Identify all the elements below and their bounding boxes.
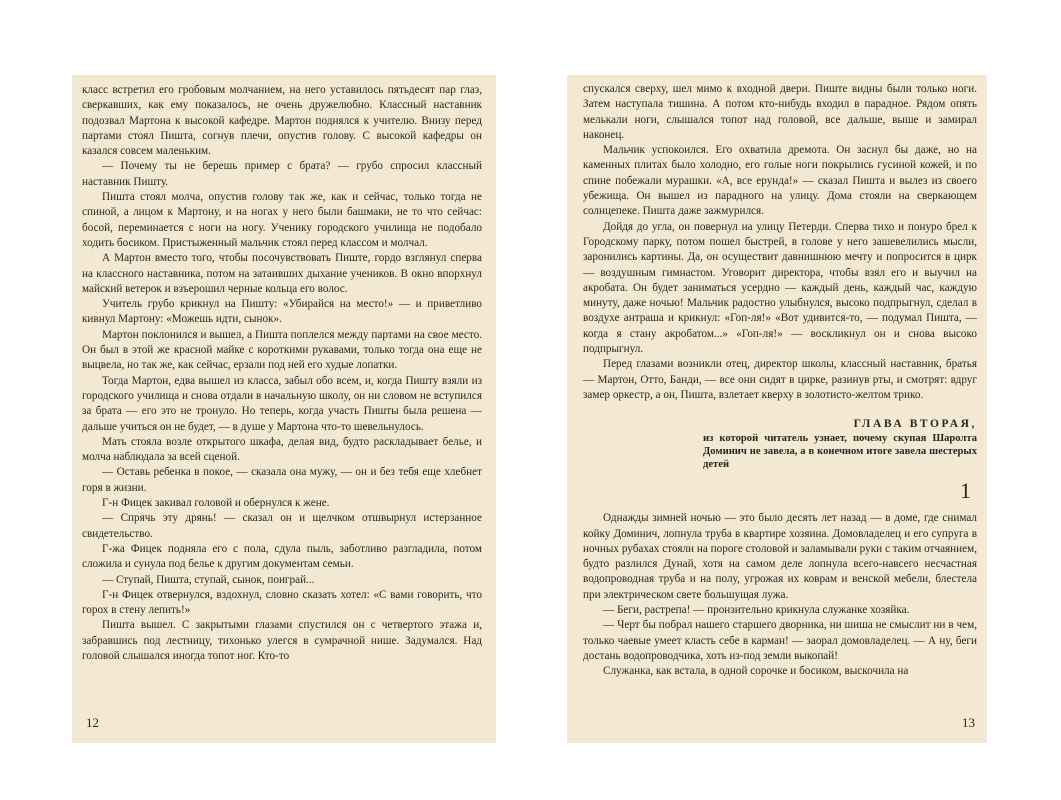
- paragraph: Мать стояла возле открытого шкафа, делая вид, будто раскладывает белье, и молча наблюдала за всей сценой.: [82, 435, 482, 464]
- paragraph: Г-н Фицек закивал головой и обернулся к жене.: [102, 497, 330, 510]
- left-page: [72, 75, 496, 743]
- right-page-text: [583, 82, 977, 680]
- paragraph: Г-жа Фицек подняла его с пола, сдула пыль, заботливо разгладила, потом сложила и сунула под белье к другим документам семьи.: [82, 542, 482, 571]
- paragraph: Мартон поклонился и вышел, а Пишта поплелся между партами на свое место. Он был в этой же красной майке с короткими рукавами, только тогда она еще не выцвела, но так же, как сейчас, ерзали под ней его худые лопатки.: [82, 328, 482, 372]
- paragraph: Пишта вышел. С закрытыми глазами спустился он с четвертого этажа и, забравшись под лестницу, тихонько улегся в сумрачной нише. Задумался. Над головой слышался иногда топот ног. Кто-то: [82, 619, 482, 662]
- paragraph: Служанка, как встала, в одной сорочке и босиком, выскочила на: [603, 665, 909, 678]
- left-page-text: [82, 83, 482, 664]
- paragraph: Пишта стоял молча, опустив голову так же, как и сейчас, только тогда не спиной, а лицом к Мартону, и на ногах у него были башмаки, не то что сейчас: босой, переминается с ноги на ногу. Ученику городского училища не подобало ходить босиком. Пристыженный мальчик стоял перед классом и молчал.: [82, 191, 482, 249]
- paragraph: Г-н Фицек отвернулся, вздохнул, словно сказать хотел: «С вами говорить, что горох в стену лепить!»: [82, 588, 482, 617]
- paragraph: Дойдя до угла, он повернул на улицу Петерди. Сперва тихо и понуро брел к Городскому парку, потом пошел быстрей, в голове у него зашевелились мысли, заронились картины. Да, он осуществит давнишнюю мечту и попросится в цирк — воздушным гимнастом. Уговорит директора, чтобы взял его и выучил на акробата. Он будет заниматься усердно — каждый день, каждый час, каждую минуту, даже ночью! Мальчик радостно улыбнулся, высоко подпрыгнул, сделал в воздухе антраша и крикнул: «Гоп-ля!» «Вот удивится-то, — подумал Пишта, — когда я стану акробатом...» «Гоп-ля!» — воскликнул он и снова высоко подпрыгнул.: [583, 220, 977, 356]
- paragraph: — Беги, растрепа! — пронзительно крикнула служанке хозяйка.: [603, 604, 910, 617]
- paragraph: — Почему ты не берешь пример с брата? — грубо спросил классный наставник Пишту.: [82, 160, 482, 188]
- right-page: [567, 75, 987, 743]
- section-number: 1: [960, 478, 971, 504]
- chapter-title: ГЛАВА ВТОРАЯ,: [853, 418, 977, 431]
- paragraph: Учитель грубо крикнул на Пишту: «Убирайся на место!» — и приветливо кивнул Мартону: «Можешь идти, сынок».: [82, 298, 482, 326]
- paragraph: А Мартон вместо того, чтобы посочувствовать Пиште, гордо взглянул сперва на классного наставника, потом на затаивших дыхание учеников. В окно впорхнул майский ветерок и взъерошил черные кольца его волос.: [82, 252, 482, 295]
- paragraph: Перед глазами возникли отец, директор школы, классный наставник, братья — Мартон, Отто, Банди, — все они сидят в цирке, разинув рты, и смотрят: вдруг замер оркестр, а он, Пишта, взлетает кверху в золотисто-желтом трико.: [583, 358, 977, 401]
- chapter-subtitle: из которой читатель узнает, почему скупая Шаролта Доминич не завела, а в конечном итоге завела шестерых детей: [703, 433, 977, 471]
- paragraph: — Спрячь эту дрянь! — сказал он и щелчком отшвырнул истерзанное свидетельство.: [82, 512, 482, 540]
- page-number: 12: [86, 715, 99, 730]
- paragraph: класс встретил его гробовым молчанием, на него уставилось пятьдесят пар глаз, сверкавших, как ему показалось, не очень дружелюбно. Классный наставник подозвал Мартона к высокой кафедре. Мартон поднялся к учителю. Внизу перед партами стоял Пишта, согнув плечи, опустив голову. С высокой кафедры он казался совсем маленьким.: [82, 84, 482, 158]
- page-number: 13: [962, 715, 975, 730]
- paragraph: Однажды зимней ночью — это было десять лет назад — в доме, где снимал койку Доминич, лопнула труба в квартире хозяина. Домовладелец и его супруга в ночных рубахах стояли на пороге столовой и заламывали руки с таким отчаянием, будто разлился Дунай, хотя на самом деле лопнула всего-навсего несчастная водопроводная труба и на полу, угрожая их коврам и венской мебели, блестела при электрическом свете большущая лужа.: [583, 512, 977, 601]
- paragraph: — Черт бы побрал нашего старшего дворника, ни шиша не смыслит ни в чем, только чаевые умеет класть себе в карман! — заорал домовладелец. — А ну, беги достань водопроводчика, хоть из-под земли выкопай!: [583, 619, 977, 662]
- paragraph: спускался сверху, шел мимо к входной двери. Пиште видны были только ноги. Затем наступала тишина. А потом кто-нибудь входил в парадное. Рядом опять мелькали ноги, слышался топот над головой, все дальше, выше и замирал наконец.: [583, 83, 977, 141]
- paragraph: Мальчик успокоился. Его охватила дремота. Он заснул бы даже, но на каменных плитах было холодно, его голые ноги покрылись гусиной кожей, и по спине побежали мурашки. «А, все ерунда!» — сказал Пишта и вылез из своего убежища. Он вышел из парадного на улицу. Дома стояли на сверкающем солнцепеке. Пишта даже зажмурился.: [583, 144, 977, 218]
- paragraph: — Оставь ребенка в покое, — сказала она мужу, — он и без тебя еще хлебнет горя в жизни.: [82, 466, 482, 494]
- paragraph: — Ступай, Пишта, ступай, сынок, поиграй...: [102, 573, 315, 586]
- paragraph: Тогда Мартон, едва вышел из класса, забыл обо всем, и, когда Пишту взяли из городского училища и снова отдали в начальную школу, он ни словом не вступился за брата — его это не тронуло. Но теперь, когда участь Пишты была решена — дальше учиться он не будет, — в душе у Мартона что-то шевельнулось.: [82, 374, 482, 433]
